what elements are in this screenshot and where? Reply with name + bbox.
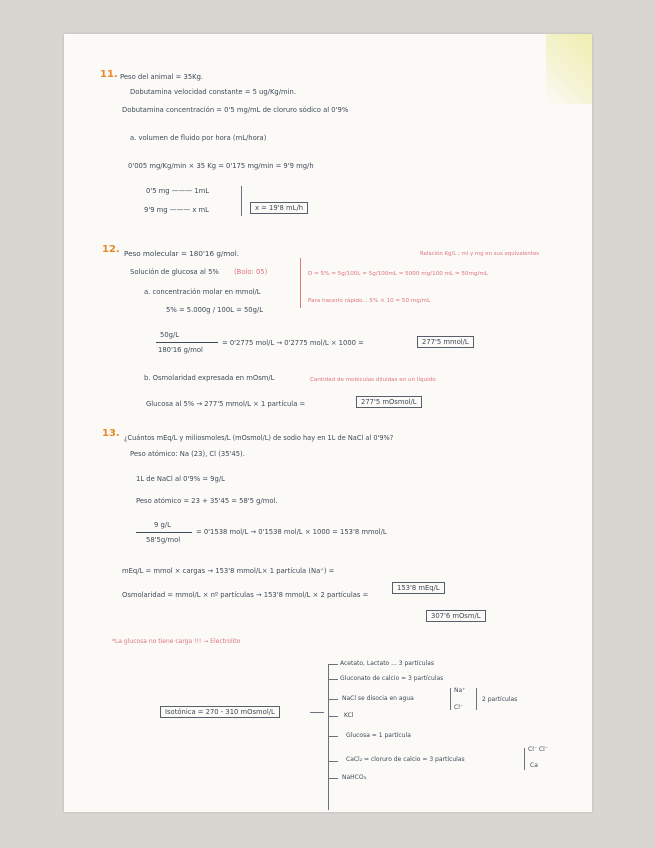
tree-item-kcl: KCl xyxy=(344,712,354,719)
p11-animal-weight: Peso del animal = 35Kg. xyxy=(120,73,204,81)
notebook-page xyxy=(64,34,592,812)
ion-cl-cl: Cl⁻ Cl⁻ xyxy=(528,746,548,753)
p12-red-brace xyxy=(300,258,301,308)
ion-na: Na⁺ xyxy=(454,687,466,694)
ion-ca: Ca xyxy=(530,762,538,769)
problem-13-number: 13. xyxy=(102,428,120,439)
p12-solution: Solución de glucosa al 5% xyxy=(130,268,219,276)
problem-11-number: 11. xyxy=(100,69,118,80)
p12-molecular-weight: Peso molecular = 180'16 g/mol. xyxy=(124,249,239,258)
p12-red-note-equation: D = 5% = 5g/100L = 5g/100mL = 5000 mg/100 mL = 50mg/mL xyxy=(308,271,488,277)
p13-atomic-weights: Peso atómico: Na (23), Cl (35'45). xyxy=(130,450,245,458)
p12-frac-numerator: 50g/L xyxy=(160,331,180,339)
p13-calc: = 0'1538 mol/L → 0'1538 mol/L × 1000 = 153'8 mmol/L xyxy=(196,528,387,536)
p13-osm-result: 307'6 mOsm/L xyxy=(426,610,486,622)
p12-question-a: a. concentración molar en mmol/L xyxy=(144,288,261,296)
p12-calc: = 0'2775 mol/L → 0'2775 mol/L × 1000 = xyxy=(222,339,364,347)
p13-step-1: 1L de NaCl al 0'9% = 9g/L xyxy=(136,475,225,483)
p11-dobutamine-rate: Dobutamina velocidad constante = 5 ug/Kg/min. xyxy=(130,88,296,96)
p13-meq: mEq/L = mmol × cargas → 153'8 mmol/L× 1 partícula (Na⁺) = xyxy=(122,567,335,575)
p13-isotonic-range: Isotónica = 270 - 310 mOsmol/L xyxy=(160,706,280,718)
p13-question: ¿Cuántos mEq/L y miliosmoles/L (mOsmol/L) de sodio hay en 1L de NaCl al 0'9%? xyxy=(124,434,394,442)
problem-12-number: 12. xyxy=(102,244,120,255)
p12-red-note-top: Relación Kg/L ; ml y mg en sus equivalentes xyxy=(420,251,540,257)
p12-frac-denominator: 180'16 g/mol xyxy=(158,346,203,354)
p13-red-note: *La glucosa no tiene carga !!! → Electrolito xyxy=(112,638,241,645)
tree-item-nacl: NaCl se disocia en agua xyxy=(342,695,414,702)
p12-bolus-note: (Bolo: 05) xyxy=(234,268,268,276)
two-particles: 2 partículas xyxy=(482,696,518,703)
p11-question-a: a. volumen de fluido por hora (mL/hora) xyxy=(130,134,267,142)
tree-connector xyxy=(310,712,324,713)
p13-osmolarity: Osmolaridad = mmol/L × nº partículas → 153'8 mmol/L × 2 partículas = xyxy=(122,591,369,599)
p12-result-a: 277'5 mmol/L xyxy=(417,336,474,348)
p13-frac-denominator: 58'5g/mol xyxy=(146,536,181,544)
p12-question-b-note: Cantidad de moléculas diluidas en un líquido xyxy=(310,377,436,383)
p12-calc-b: Glucosa al 5% → 277'5 mmol/L × 1 partícula = xyxy=(146,400,306,408)
p12-step-1: 5% = 5.000g / 100L = 50g/L xyxy=(166,306,263,314)
p12-result-b: 277'5 mOsmol/L xyxy=(356,396,422,408)
tree-item-nahco3: NaHCO₃ xyxy=(342,774,366,781)
p13-meq-result: 153'8 mEq/L xyxy=(392,582,445,594)
tree-item-glucose: Glucosa = 1 partícula xyxy=(346,732,411,739)
p11-rule-line-2: 9'9 mg ——— x mL xyxy=(144,206,209,214)
ion-cl: Cl⁻ xyxy=(454,704,464,711)
p13-frac-numerator: 9 g/L xyxy=(154,521,171,529)
p12-red-note-fast: Para hacerlo rápido... 5% × 10 = 50 mg/mL xyxy=(308,298,431,304)
p11-rule-line-1: 0'5 mg ——— 1mL xyxy=(146,187,210,195)
p13-step-2: Peso atómico = 23 + 35'45 = 58'5 g/mol. xyxy=(136,497,278,505)
page-corner-highlight xyxy=(546,34,592,104)
tree-item-cacl2: CaCl₂ = cloruro de calcio = 3 partículas xyxy=(346,756,465,763)
p11-brace xyxy=(241,186,242,216)
tree-item-acetate: Acetato, Lactato ... 3 partículas xyxy=(340,660,435,667)
p11-calc: 0'005 mg/Kg/min × 35 Kg = 0'175 mg/min = 9'9 mg/h xyxy=(128,162,314,170)
p11-result: x = 19'8 mL/h xyxy=(250,202,308,214)
p12-question-b: b. Osmolaridad expresada en mOsm/L xyxy=(144,374,275,382)
p11-dobutamine-concentration: Dobutamina concentración = 0'5 mg/mL de cloruro sódico al 0'9% xyxy=(122,106,349,114)
p12-fraction-bar xyxy=(156,342,218,343)
tree-item-gluconate: Gluconato de calcio = 3 partículas xyxy=(340,675,444,682)
p13-fraction-bar xyxy=(136,532,192,533)
tree-trunk xyxy=(328,664,329,810)
